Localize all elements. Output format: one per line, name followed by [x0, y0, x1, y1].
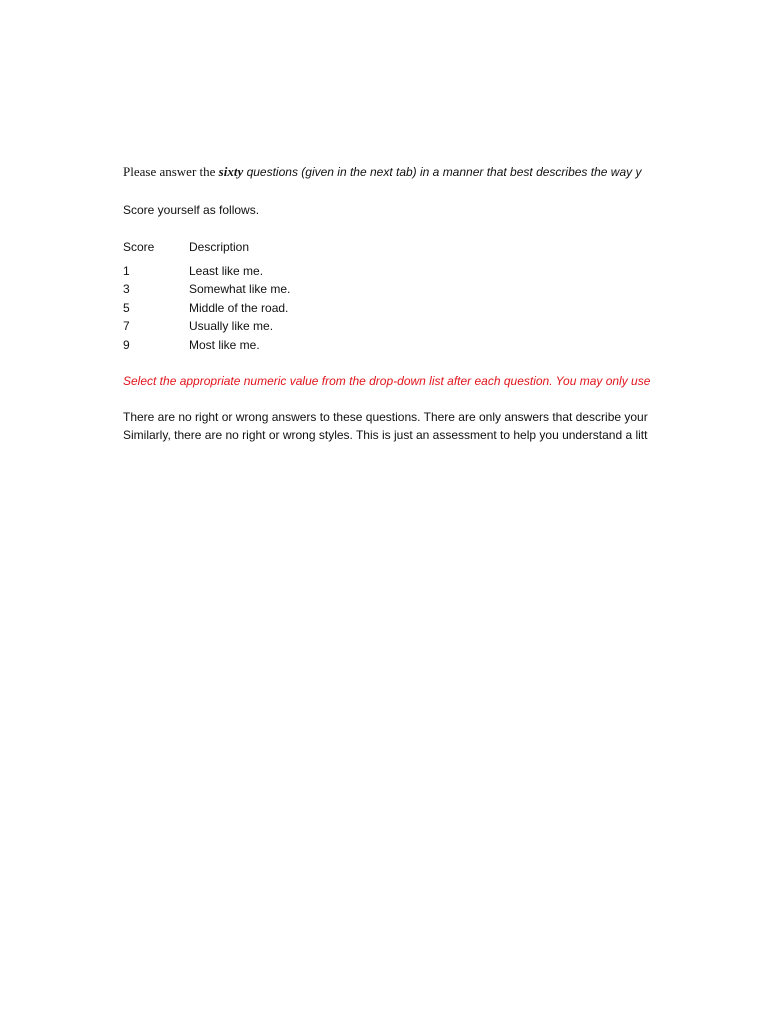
score-value: 9	[123, 337, 130, 352]
score-description: Usually like me.	[189, 319, 274, 333]
score-description: Most like me.	[189, 337, 260, 352]
description-column-header: Description	[189, 240, 250, 254]
document-content	[123, 163, 673, 444]
score-description: Somewhat like me.	[189, 282, 291, 296]
table-row	[123, 262, 673, 281]
score-value: 5	[123, 300, 130, 315]
table-row	[123, 317, 673, 336]
score-column-header: Score	[123, 240, 155, 254]
note-line: There are no right or wrong answers to these questions. There are only answers that describe your	[123, 410, 648, 424]
note-line: Similarly, there are no right or wrong styles. This is just an assessment to help you understand a litt	[123, 428, 648, 442]
score-value: 7	[123, 319, 130, 333]
score-value: 1	[123, 263, 130, 278]
score-description: Least like me.	[189, 263, 264, 278]
intro-lead-text: Please answer the	[123, 164, 219, 179]
intro-emphasis-text: sixty	[218, 164, 244, 179]
score-table-header	[123, 238, 673, 257]
intro-paragraph	[123, 163, 673, 181]
score-value: 3	[123, 282, 130, 296]
table-row	[123, 336, 673, 355]
instruction-text: Select the appropriate numeric value from the drop-down list after each question. You may only use	[123, 374, 651, 388]
score-table	[123, 238, 673, 354]
table-row	[123, 299, 673, 318]
intro-rest-text: questions (given in the next tab) in a manner that best describes the way y	[243, 165, 642, 179]
table-row	[123, 280, 673, 299]
score-intro-text: Score yourself as follows.	[123, 203, 260, 217]
score-description: Middle of the road.	[189, 300, 289, 315]
